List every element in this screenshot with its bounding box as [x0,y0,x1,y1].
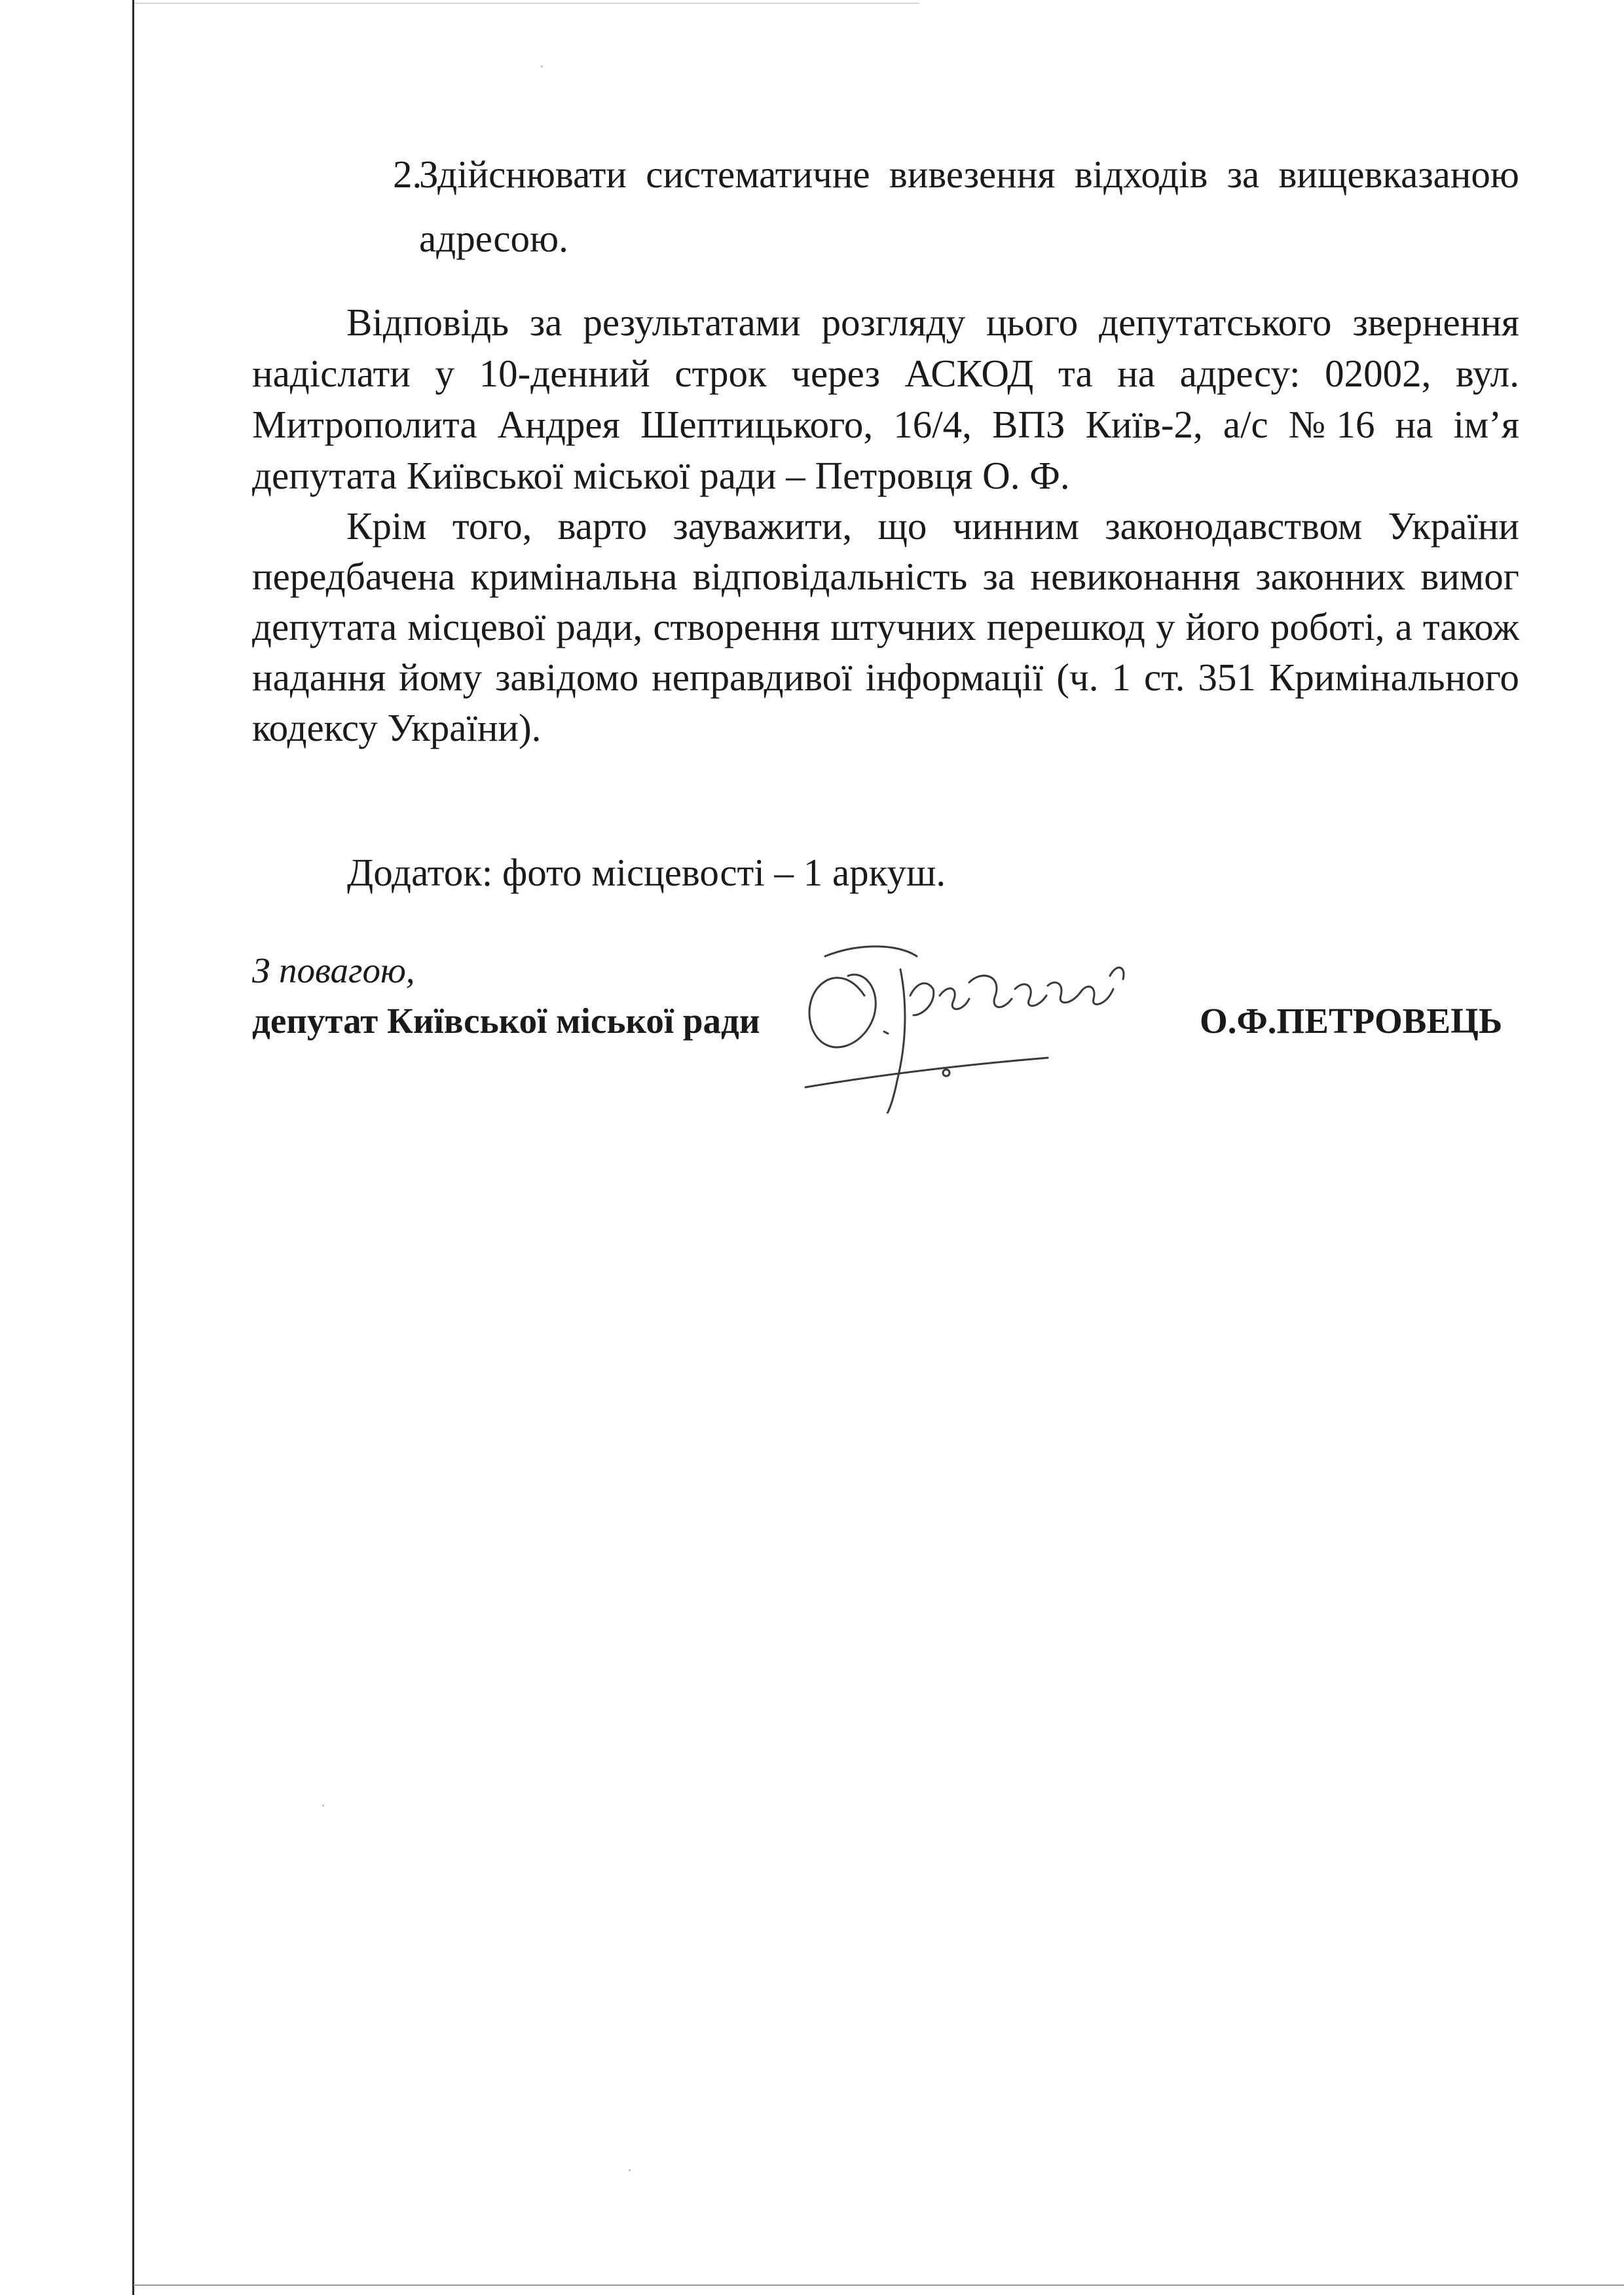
attachment-note: Додаток: фото місцевості – 1 аркуш. [347,851,946,894]
handwritten-signature [786,917,1153,1113]
scan-speck [629,2169,631,2171]
scan-edge-top [134,3,919,4]
signer-name: О.Ф.ПЕТРОВЕЦЬ [1200,1001,1503,1041]
list-item [393,142,1519,271]
list-item-number: 2. [393,153,422,196]
scan-speck [541,65,543,67]
scan-edge-bottom [134,2285,1624,2286]
paragraph-response: Відповідь за результатами розгляду цього депутатського звернення надіслати у 10-денний строк через АСКОД та на адресу: 02002, вул. Митрополита Андрея Шептицького, 16/4, ВПЗ Київ-2, а/с №16 на ім’я депутата Київської міської ради – Петровця О. Ф. [252,301,1519,497]
list-item-text: Здійснювати систематичне вивезення відходів за вищевказаною адресою. [419,153,1519,260]
scan-speck [322,1804,324,1806]
scan-edge-left [132,0,134,2295]
paragraph-liability: Крім того, варто зауважити, що чинним законодавством України передбачена кримінальна відповідальність за невиконання законних вимог депутата місцевої ради, створення штучних перешкод у його роботі, а також надання йому завідомо неправдивої інформації (ч. 1 ст. 351 Кримінального кодексу України). [252,504,1519,749]
closing-salutation: З повагою, [252,950,415,990]
signer-position: депутат Київської міської ради [252,1001,760,1041]
